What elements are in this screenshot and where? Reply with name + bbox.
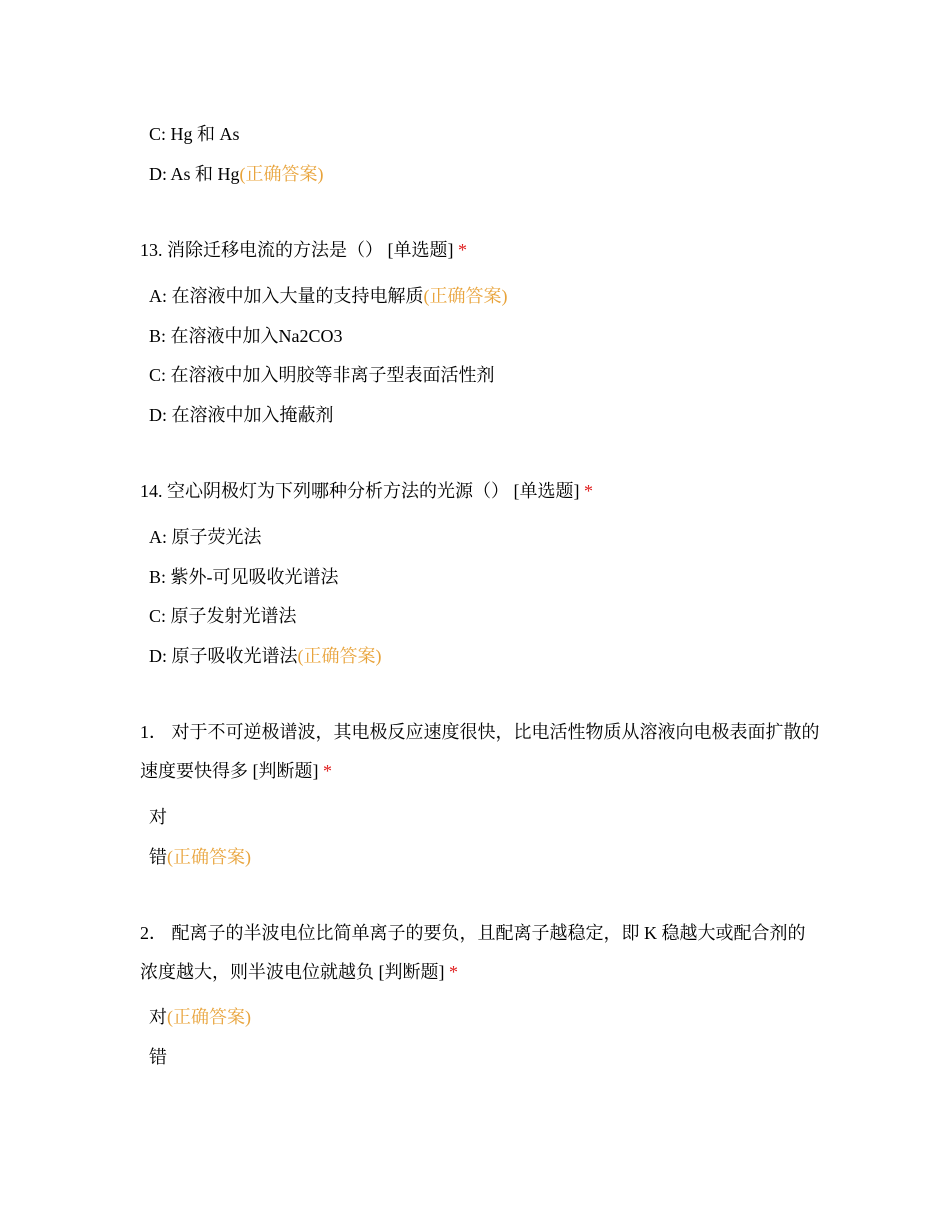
correct-answer-tag: (正确答案) xyxy=(297,646,382,666)
required-mark: * xyxy=(323,761,332,781)
q13-option-a: A: 在溶液中加入大量的支持电解质(正确答案) xyxy=(149,286,508,306)
q13-option-c: C: 在溶液中加入明胶等非离子型表面活性剂 xyxy=(149,365,495,385)
q13-title: 13. 消除迁移电流的方法是（） [单选题] * xyxy=(140,240,467,260)
tf1-option-true: 对 xyxy=(149,807,167,827)
q14-option-b: B: 紫外-可见吸收光谱法 xyxy=(149,567,339,587)
tf1-title: 1． 对于不可逆极谱波，其电极反应速度很快，比电活性物质从溶液向电极表面扩散的速度要快得多 [判断题] * xyxy=(140,722,820,781)
correct-answer-tag: (正确答案) xyxy=(167,1007,251,1027)
q12-option-d: D: As 和 Hg(正确答案) xyxy=(149,164,324,184)
q14-title: 14. 空心阴极灯为下列哪种分析方法的光源（） [单选题] * xyxy=(140,481,593,501)
tf2-option-false: 错 xyxy=(149,1047,167,1067)
tf2-title: 2． 配离子的半波电位比简单离子的要负，且配离子越稳定，即 K 稳越大或配合剂的浓度越大，则半波电位就越负 [判断题] * xyxy=(140,923,806,982)
q14-option-d: D: 原子吸收光谱法(正确答案) xyxy=(149,646,382,666)
q13-option-d: D: 在溶液中加入掩蔽剂 xyxy=(149,405,334,425)
tf1-option-false: 错(正确答案) xyxy=(149,847,251,867)
q13-option-b: B: 在溶液中加入Na2CO3 xyxy=(149,326,343,346)
q14-option-a: A: 原子荧光法 xyxy=(149,527,262,547)
required-mark: * xyxy=(458,240,467,260)
q14-option-c: C: 原子发射光谱法 xyxy=(149,606,297,626)
correct-answer-tag: (正确答案) xyxy=(167,847,251,867)
required-mark: * xyxy=(449,962,458,982)
required-mark: * xyxy=(584,481,593,501)
tf2-option-true: 对(正确答案) xyxy=(149,1007,251,1027)
correct-answer-tag: (正确答案) xyxy=(239,164,324,184)
q12-option-c: C: Hg 和 As xyxy=(149,124,240,144)
correct-answer-tag: (正确答案) xyxy=(423,286,508,306)
